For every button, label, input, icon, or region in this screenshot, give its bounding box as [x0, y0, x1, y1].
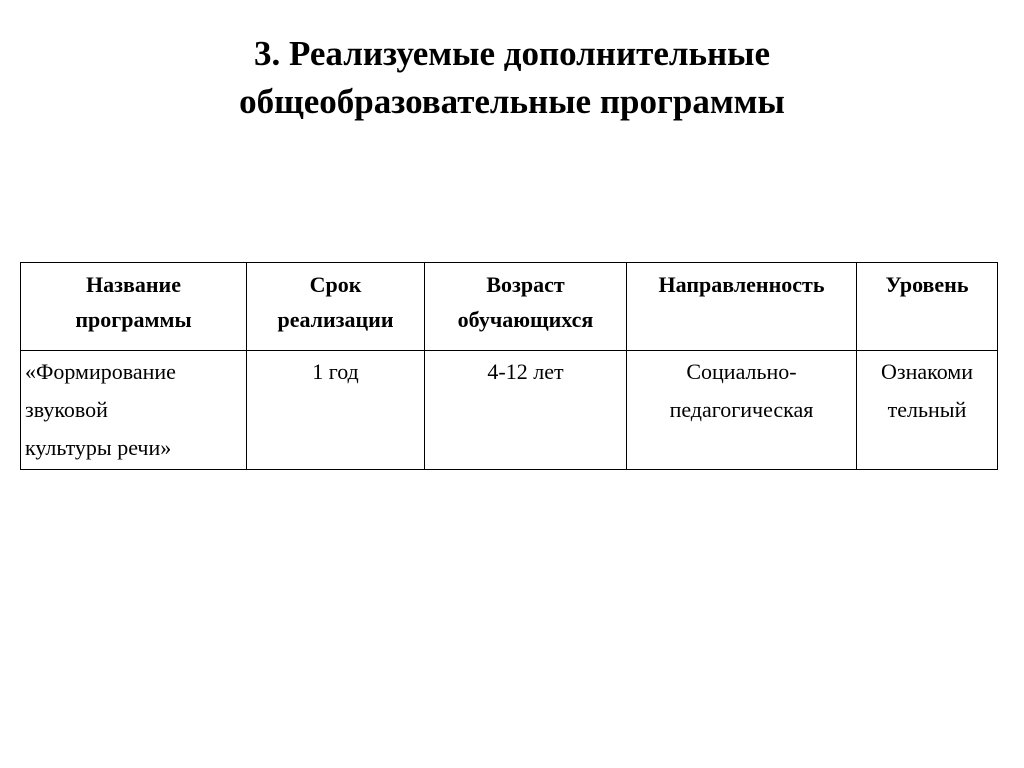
- page-title: [0, 30, 1024, 126]
- cell-direction: Социально- педагогическая: [627, 351, 857, 470]
- table-row: [21, 351, 998, 470]
- header-direction: Направленность: [627, 263, 857, 351]
- page-title-line-2: общеобразовательные программы: [239, 82, 785, 121]
- programs-table: [20, 262, 998, 470]
- header-duration: Срок реализации: [247, 263, 425, 351]
- cell-level: Ознакоми тельный: [857, 351, 998, 470]
- table-header-row: [21, 263, 998, 351]
- header-age: Возраст обучающихся: [425, 263, 627, 351]
- header-level: Уровень: [857, 263, 998, 351]
- cell-age: 4-12 лет: [425, 351, 627, 470]
- page-title-line-1: 3. Реализуемые дополнительные: [253, 34, 771, 73]
- cell-duration: 1 год: [247, 351, 425, 470]
- header-program-name: Название программы: [21, 263, 247, 351]
- cell-program-name: «Формирование звуковой культуры речи»: [21, 351, 247, 470]
